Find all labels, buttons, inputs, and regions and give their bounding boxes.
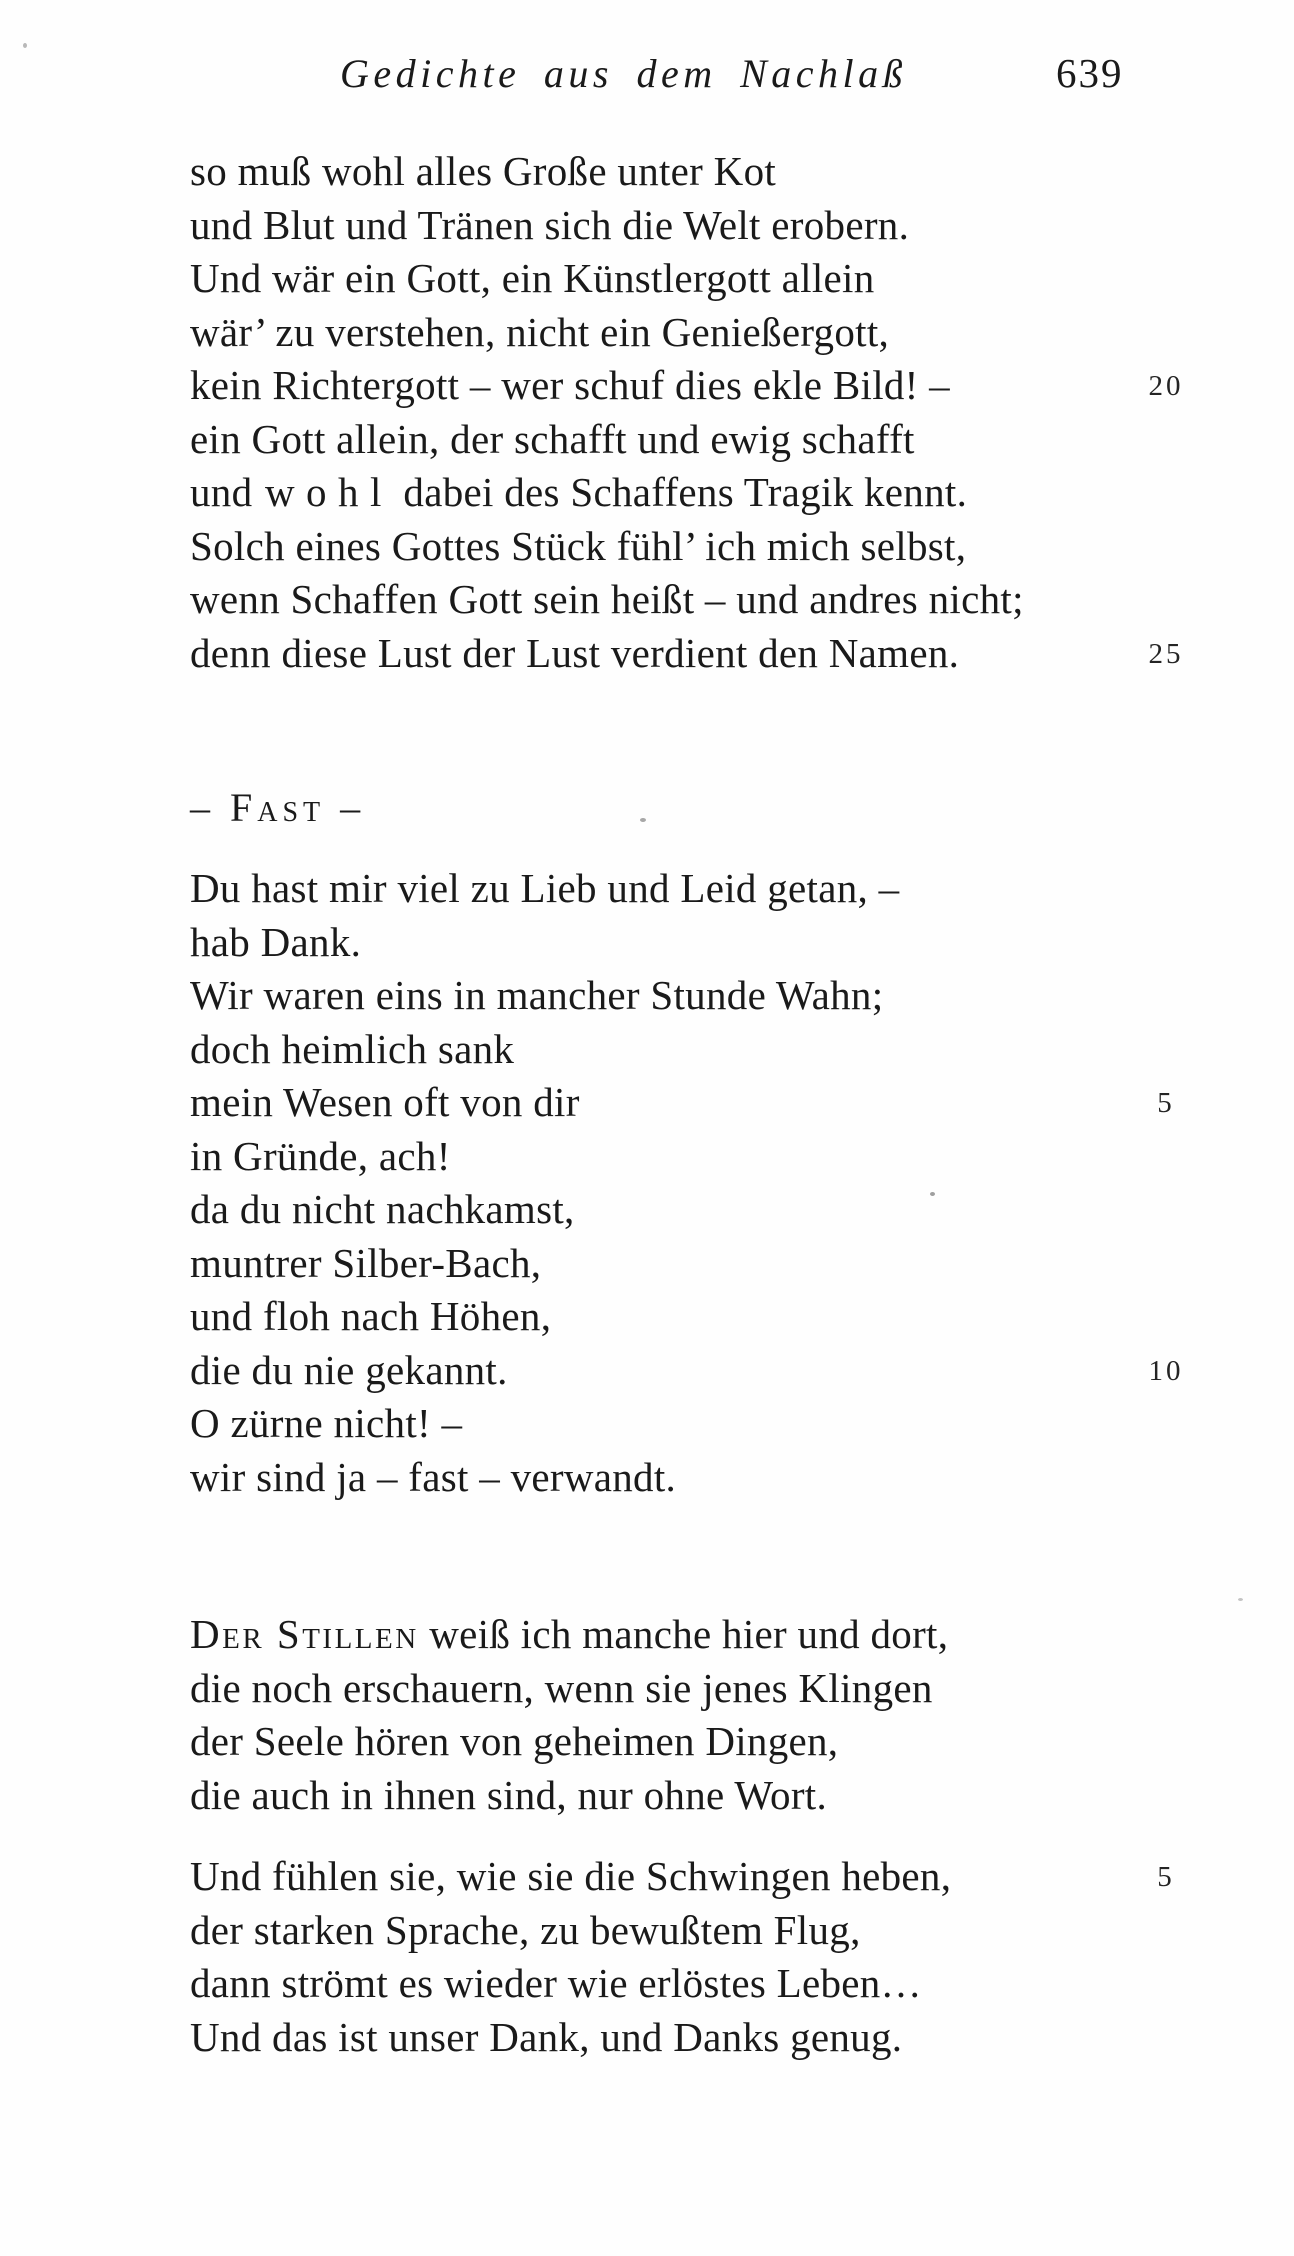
poem-line (190, 916, 1230, 970)
poem-line (190, 359, 1230, 413)
poem-line (190, 1608, 1230, 1662)
poem-line-text: kein Richtergott – wer schuf dies ekle Bild! – (190, 362, 950, 408)
poem-line (190, 969, 1230, 1023)
poem-line (190, 466, 1230, 520)
poem-line-text: dabei des Schaffens Tragik kennt. (392, 469, 968, 515)
poem-line-text: wenn Schaffen Gott sein heißt – und andres nicht; (190, 576, 1024, 622)
poem-line-text: da du nicht nachkamst, (190, 1186, 575, 1232)
poem-line (190, 1850, 1230, 1904)
poem-line-text: in Gründe, ach! (190, 1132, 451, 1179)
scan-speck (23, 43, 27, 48)
verse-line-number: 25 (1148, 637, 1184, 670)
poem-line (190, 627, 1230, 681)
poem-line (190, 199, 1230, 253)
poem-line (190, 1904, 1230, 1958)
poem-line (190, 1957, 1230, 2011)
poem-line-text: wir sind ja – fast – verwandt. (190, 1453, 677, 1500)
poem-line (190, 1183, 1230, 1237)
poem-line-text: die auch in ihnen sind, nur ohne Wort. (190, 1771, 828, 1818)
poem-fragment-kuenstlergott (190, 145, 1230, 680)
poem-line (190, 145, 1230, 199)
poem-line-text: ein Gott allein, der schafft und ewig schafft (190, 415, 915, 462)
poem-line-spaced-word: wohl (264, 469, 393, 515)
poem-line (190, 1715, 1230, 1769)
verse-line-number: 10 (1148, 1354, 1184, 1387)
poem-line (190, 1130, 1230, 1184)
poem-line (190, 1344, 1230, 1398)
text-block (190, 0, 1230, 2064)
poem-line-text: mein Wesen oft von dir (190, 1079, 580, 1125)
poem-line (190, 1662, 1230, 1716)
poem-line (190, 1397, 1230, 1451)
poem-line (190, 2011, 1230, 2065)
poem-line-text: und Blut und Tränen sich die Welt erobern. (190, 201, 910, 248)
poem-line (190, 1023, 1230, 1077)
verse-line-number: 5 (1157, 1087, 1175, 1119)
poem-title-fast: – Fast – (190, 785, 366, 830)
scan-speck (1238, 1598, 1243, 1601)
poem-line-text: doch heimlich sank (190, 1025, 515, 1072)
poem-line (190, 1076, 1230, 1130)
poem-line-text: und floh nach Höhen, (190, 1293, 552, 1339)
poem-line-text: Du hast mir viel zu Lieb und Leid getan, – (190, 865, 900, 911)
poem-fast (190, 862, 1230, 1504)
poem-line (190, 1769, 1230, 1823)
poem-line-text: weiß ich manche hier und dort, (418, 1611, 949, 1657)
poem-line-text: Und wär ein Gott, ein Künstlergott allein (190, 255, 875, 301)
poem-line (190, 1237, 1230, 1291)
poem-line-text: die noch erschauern, wenn sie jenes Klingen (190, 1664, 933, 1711)
running-title: Gedichte aus dem Nachlaß (340, 51, 908, 96)
poem-der-stillen (190, 1608, 1230, 2064)
poem-line-text: Solch eines Gottes Stück fühl’ ich mich selbst, (190, 522, 967, 569)
poem-line (190, 573, 1230, 627)
poem-line (190, 413, 1230, 467)
scan-speck (930, 1192, 935, 1196)
poem-line (190, 252, 1230, 306)
poem-line-text: die du nie gekannt. (190, 1346, 508, 1393)
poem-line-text: denn diese Lust der Lust verdient den Namen. (190, 629, 960, 676)
page-number: 639 (1056, 50, 1124, 96)
poem-line-text: Und fühlen sie, wie sie die Schwingen heben, (190, 1853, 952, 1899)
poem-line-text: so muß wohl alles Große unter Kot (190, 148, 777, 194)
poem-line-text: der starken Sprache, zu bewußtem Flug, (190, 1906, 861, 1953)
poem-line-text: hab Dank. (190, 918, 362, 965)
poem-line-text: und (190, 469, 263, 515)
poem-line (190, 1451, 1230, 1505)
verse-line-number: 5 (1157, 1861, 1175, 1893)
poem-line-text: muntrer Silber-Bach, (190, 1239, 542, 1286)
verse-line-number: 20 (1148, 370, 1184, 402)
poem-line (190, 1290, 1230, 1344)
poem-line-text: der Seele hören von geheimen Dingen, (190, 1718, 839, 1764)
poem-line-text: O zürne nicht! – (190, 1400, 463, 1446)
poem-line-text: Wir waren eins in mancher Stunde Wahn; (190, 972, 884, 1018)
poem-line (190, 306, 1230, 360)
scan-speck (640, 818, 646, 822)
poem-line (190, 520, 1230, 574)
poem-line-text: wär’ zu verstehen, nicht ein Genießergott, (190, 308, 890, 355)
poem-line (190, 862, 1230, 916)
poem-line-text: Und das ist unser Dank, und Danks genug. (190, 2013, 903, 2060)
poem-incipit-smallcaps: Der Stillen (190, 1611, 419, 1657)
poem-line-text: dann strömt es wieder wie erlöstes Leben… (190, 1960, 922, 2006)
